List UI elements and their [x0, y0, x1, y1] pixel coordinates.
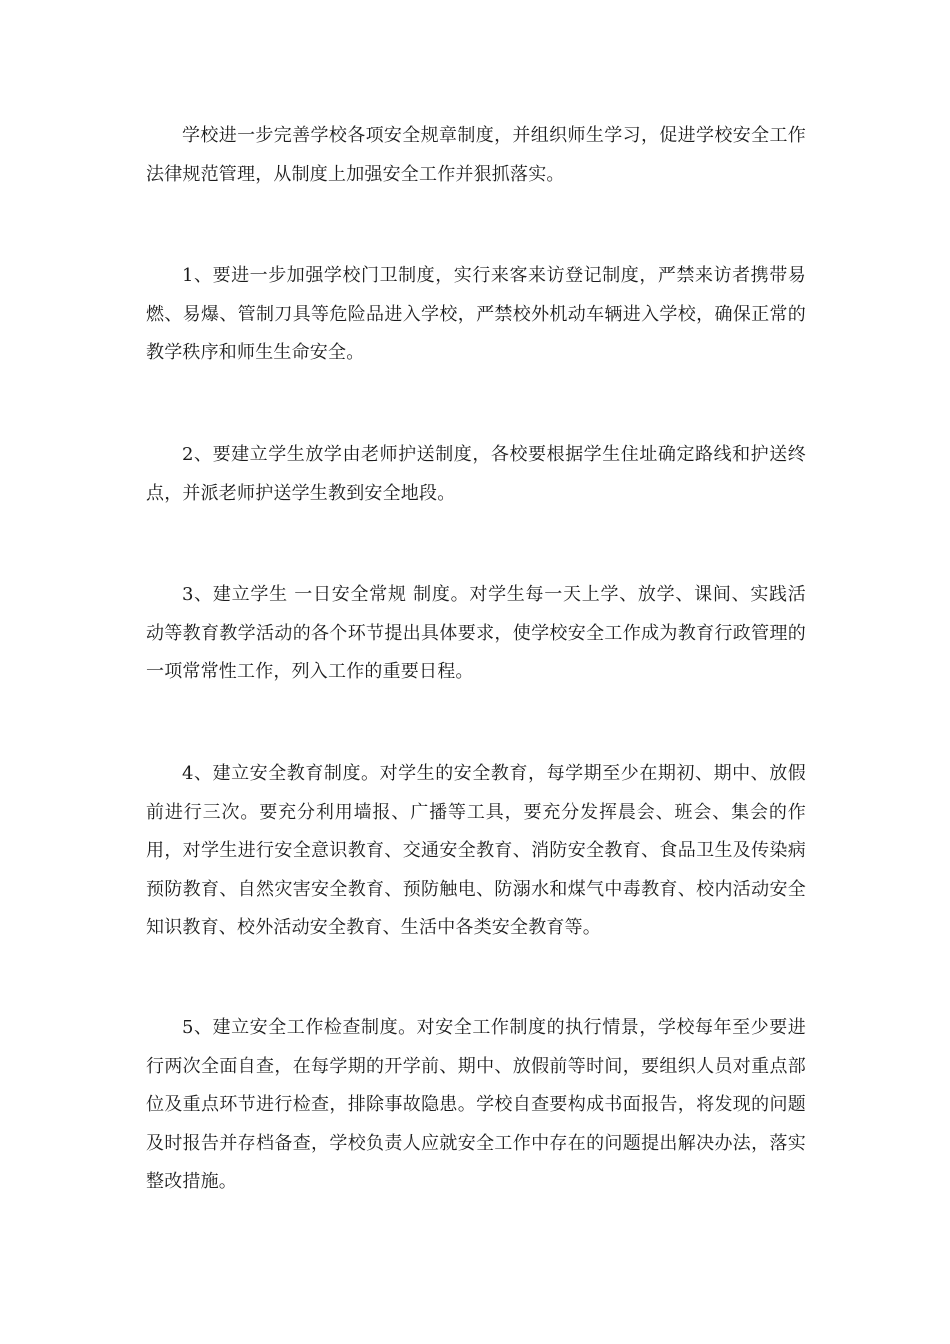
rule-paragraph-5: 5、建立安全工作检查制度。对安全工作制度的执行情景，学校每年至少要进行两次全面自查，在每学期的开学前、期中、放假前等时间，要组织人员对重点部位及重点环节进行检查，排除事故隐患。学校自查要构成书面报告，将发现的问题及时报告并存档备查，学校负责人应就安全工作中存在的问题提出解决办法，落实整改措施。 [146, 1017, 806, 1193]
rule-paragraph-1: 1、要进一步加强学校门卫制度，实行来客来访登记制度，严禁来访者携带易燃、易爆、管制刀具等危险品进入学校，严禁校外机动车辆进入学校，确保正常的教学秩序和师生生命安全。 [146, 265, 806, 364]
intro-paragraph: 学校进一步完善学校各项安全规章制度，并组织师生学习，促进学校安全工作法律规范管理，从制度上加强安全工作并狠抓落实。 [146, 125, 806, 185]
rule-paragraph-3: 3、建立学生 一日安全常规 制度。对学生每一天上学、放学、课间、实践活动等教育教学活动的各个环节提出具体要求，使学校安全工作成为教育行政管理的一项常常性工作，列入工作的重要日程。 [146, 584, 806, 683]
rule-paragraph-4: 4、建立安全教育制度。对学生的安全教育，每学期至少在期初、期中、放假前进行三次。要充分利用墙报、广播等工具，要充分发挥晨会、班会、集会的作用，对学生进行安全意识教育、交通安全教育、消防安全教育、食品卫生及传染病预防教育、自然灾害安全教育、预防触电、防溺水和煤气中毒教育、校内活动安全知识教育、校外活动安全教育、生活中各类安全教育等。 [146, 763, 806, 939]
rule-paragraph-2: 2、要建立学生放学由老师护送制度，各校要根据学生住址确定路线和护送终点，并派老师护送学生教到安全地段。 [146, 444, 806, 504]
